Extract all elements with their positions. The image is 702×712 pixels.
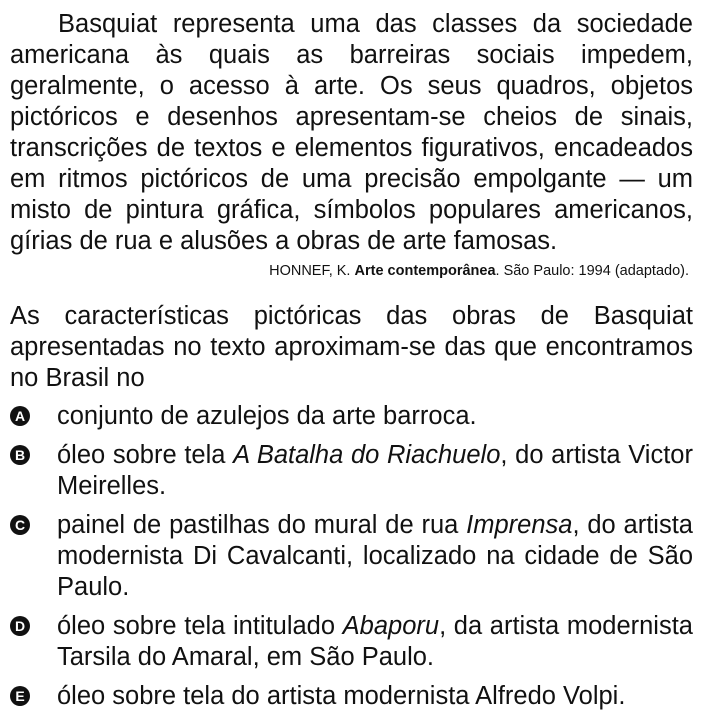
option-e[interactable] <box>10 681 693 712</box>
option-b-artwork-title: A Batalha do Riachuelo <box>233 441 501 469</box>
option-letter-e: E <box>10 686 30 706</box>
option-a-text: conjunto de azulejos da arte barroca. <box>57 402 477 430</box>
citation-work: Arte contemporânea <box>354 263 496 279</box>
citation-author: HONNEF, K. <box>269 263 351 279</box>
option-d-text-before: óleo sobre tela intitulado <box>57 612 343 640</box>
passage-text: Basquiat representa uma das classes da sociedade americana às quais as barreiras sociais impedem, geralmente, o acesso à arte. Os seus quadros, objetos pictóricos e desenhos apresentam-se cheios de sinais, transcrições de textos e elementos figurativos, encadeados em ritmos pictóricos de uma precisão empolgante — um misto de pintura gráfica, símbolos populares americanos, gírias de rua e alusões a obras de arte famosas. <box>10 10 693 255</box>
option-letter-c: C <box>10 515 30 535</box>
citation <box>10 262 689 280</box>
option-letter-a: A <box>10 406 30 426</box>
option-c-text-before: painel de pastilhas do mural de rua <box>57 511 467 539</box>
option-c[interactable] <box>10 510 693 603</box>
citation-rest: . São Paulo: 1994 (adaptado). <box>495 263 689 279</box>
option-letter-d: D <box>10 616 30 636</box>
option-e-text: óleo sobre tela do artista modernista Alfredo Volpi. <box>57 682 626 710</box>
option-d-text-after: , da artista modernista Tarsila do Amaral, em São Paulo. <box>57 612 693 671</box>
option-b[interactable] <box>10 440 693 502</box>
question-stem: As características pictóricas das obras de Basquiat apresentadas no texto aproximam-se das que encontramos no Brasil no <box>10 302 693 392</box>
option-d-artwork-title: Abaporu <box>342 612 440 640</box>
option-c-text-after: , do artista modernista Di Cavalcanti, localizado na cidade de São Paulo. <box>57 511 693 601</box>
answer-options <box>10 401 693 712</box>
option-a[interactable] <box>10 401 693 432</box>
option-letter-b: B <box>10 445 30 465</box>
option-d[interactable] <box>10 611 693 673</box>
option-c-artwork-title: Imprensa <box>466 511 573 539</box>
option-b-text-before: óleo sobre tela <box>57 441 234 469</box>
option-b-text-after: , do artista Victor Meirelles. <box>57 441 693 500</box>
